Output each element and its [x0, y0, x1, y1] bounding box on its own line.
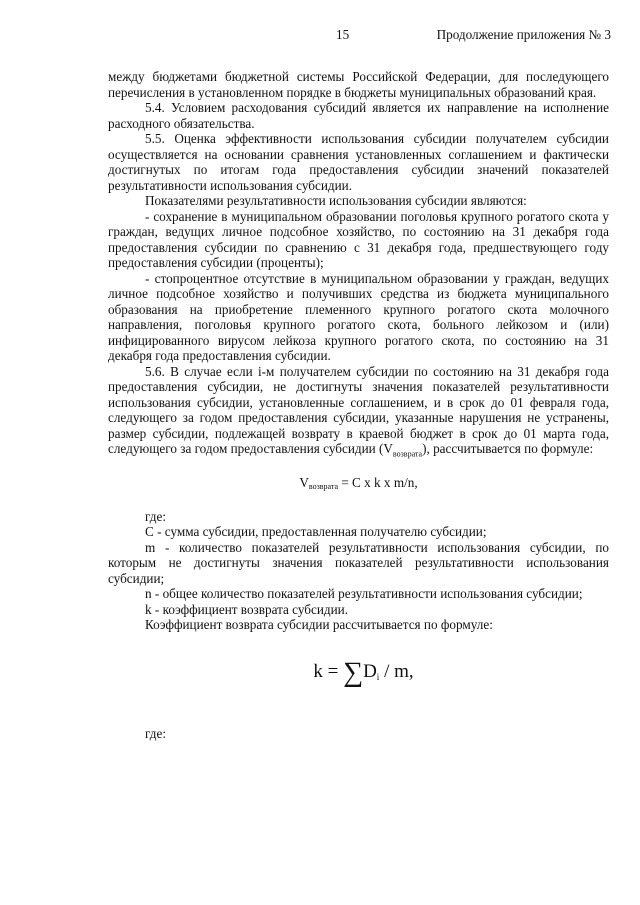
paragraph: Коэффициент возврата субсидии рассчитывается по формуле:	[145, 617, 493, 633]
formula-sub: возврата	[308, 482, 339, 492]
sigma-symbol: ∑	[343, 656, 364, 688]
continuation-header: Продолжение приложения № 3	[436, 27, 611, 42]
paragraph	[108, 364, 609, 463]
definition-m: m - количество показателей результативности использования субсидии, по которым не достигнуты значения показателей результативности использования субсидии;	[108, 539, 609, 586]
paragraph: 5.5. Оценка эффективности использования субсидии получателем субсидии осуществляется на основании сравнения установленных соглашением и фактически достигнутых по итогам года предоставления субсидии значений показателей результативности использования субсидии.	[108, 131, 609, 193]
definition-c: C - сумма субсидии, предоставленная получателю субсидии;	[145, 524, 487, 540]
formula-sub: i	[376, 671, 380, 682]
formula-coefficient	[108, 656, 609, 688]
list-item: - стопроцентное отсутствие в муниципальном образовании у граждан, ведущих личное подсобное хозяйство и получивших средства из бюджета муниципального образования на приобретение племенного крупного рогатого скота молочного направления, поголовья крупного рогатого скота, больного лейкозом и (или) инфицированного вирусом лейкоза крупного рогатого скота, по состоянию на 31 декабря года предоставления субсидии.	[108, 270, 609, 363]
formula-var: D	[363, 660, 377, 682]
where-label: где:	[145, 725, 166, 741]
paragraph: Показателями результативности использования субсидии являются:	[145, 193, 527, 208]
paragraph-text: 5.6. В случае если i-м получателем субсидии по состоянию на 31 декабря года предоставления субсидии, не достигнуты значения показателей результативности использования субсидии, установленные соглашением, и в срок до 01 февраля года, следующего за годом предоставления субсидии, указанные нарушения не устранены, размер субсидии, подлежащей возврату в краевой бюджет в срок до 01 марта года, следующего за годом предоставления субсидии (V	[108, 363, 609, 456]
paragraph: между бюджетами бюджетной системы Российской Федерации, для последующего перечисления в установленном порядке в бюджеты муниципальных образований края.	[108, 69, 609, 100]
document-body	[108, 69, 609, 741]
list-item: - сохранение в муниципальном образовании поголовья крупного рогатого скота у граждан, ведущих личное подсобное хозяйство, по состоянию на 31 декабря года предоставления субсидии по сравнению с 31 декабря года, предшествующего году предоставления субсидии (проценты);	[108, 208, 609, 270]
where-label: где:	[145, 508, 166, 524]
subscript: возврата	[392, 449, 423, 459]
paragraph-text: ), рассчитывается по формуле:	[422, 441, 594, 456]
definition-n: n - общее количество показателей результативности использования субсидии;	[145, 586, 583, 602]
formula-lhs: k =	[313, 660, 344, 682]
formula-var: V	[299, 475, 309, 491]
page-number: 15	[336, 27, 350, 42]
paragraph: 5.4. Условием расходования субсидий является их направление на исполнение расходного обязательства.	[108, 100, 609, 131]
formula-rhs: = C x k x m/n,	[338, 475, 418, 491]
definition-k: k - коэффициент возврата субсидии.	[145, 601, 348, 617]
formula-rhs: / m,	[379, 660, 414, 682]
formula-return-amount	[108, 475, 609, 495]
